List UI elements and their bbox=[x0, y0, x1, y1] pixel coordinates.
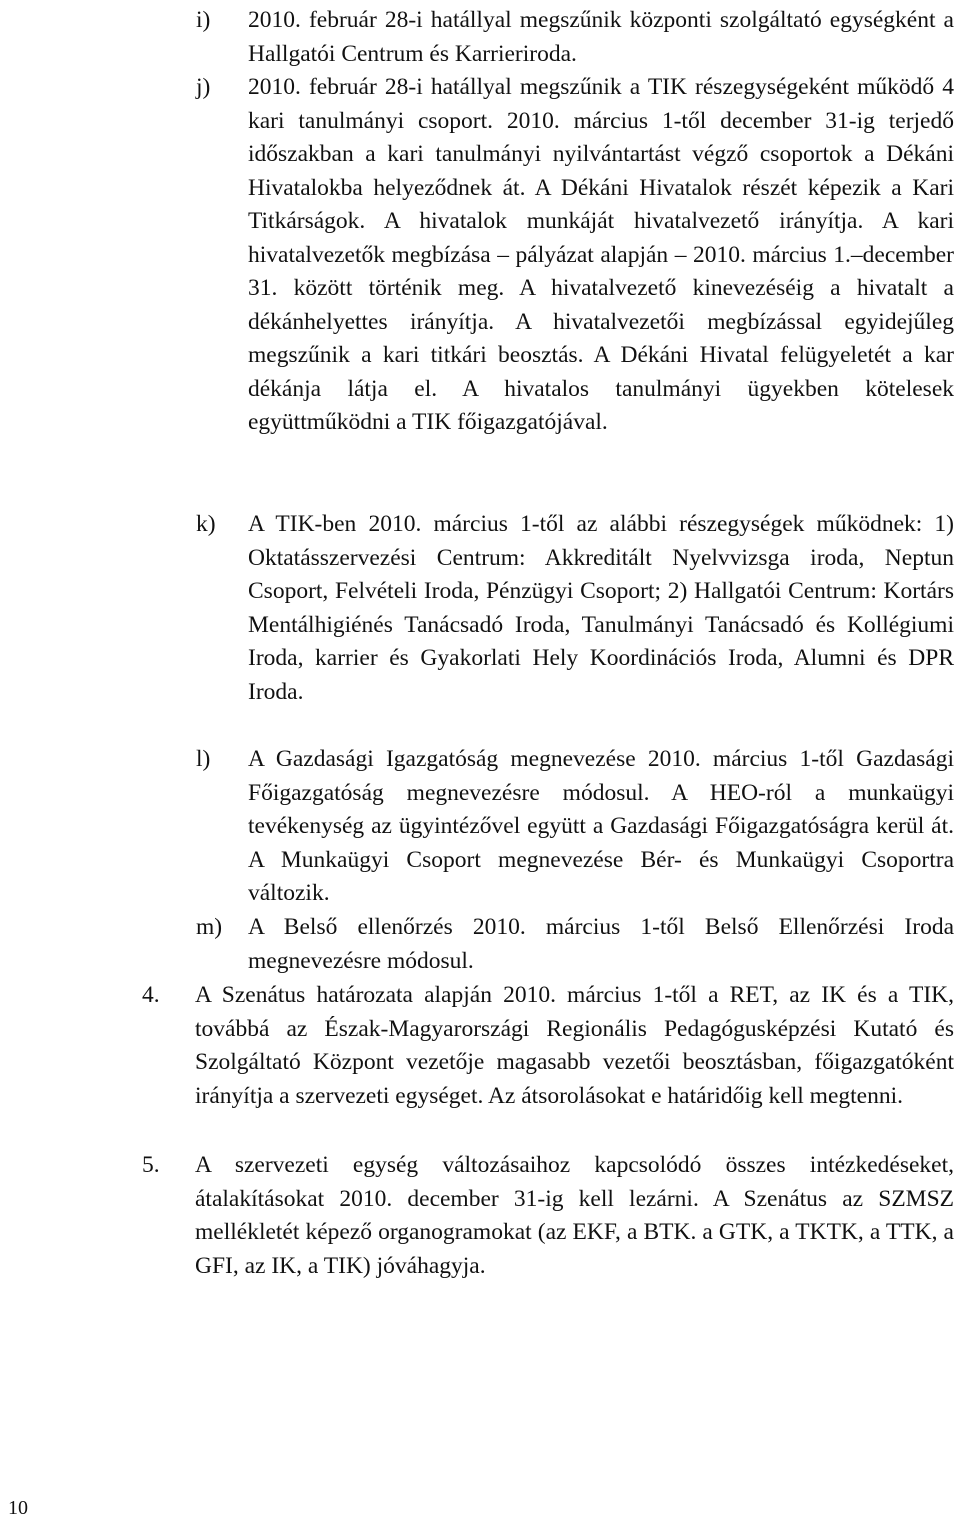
list-item-i bbox=[0, 4, 960, 71]
list-item-m bbox=[0, 911, 960, 978]
list-item-4 bbox=[0, 979, 960, 1113]
list-marker: l) bbox=[196, 746, 211, 772]
list-item-k bbox=[0, 508, 960, 709]
list-item-text: A Szenátus határozata alapján 2010. március 1-től a RET, az IK és a TIK, továbbá az Észak-Magyarországi Regionális Pedagógusképzési Kutató és Szolgáltató Központ vezetője magasabb vezetői beosztásban, főigazgatóként irányítja a szervezeti egységet. Az átsorolásokat e határidőig kell megtenni. bbox=[195, 982, 954, 1109]
list-marker: 5. bbox=[142, 1152, 160, 1178]
page-number: 10 bbox=[8, 1497, 28, 1519]
list-item-text: A TIK-ben 2010. március 1-től az alábbi részegységek működnek: 1) Oktatásszervezési Centrum: Akkreditált Nyelvvizsga iroda, Neptun Csoport, Felvételi Iroda, Pénzügyi Csoport; 2) Hallgatói Centrum: Kortárs Mentálhigiénés Tanácsadó Iroda, Tanulmányi Tanácsadó és Kollégiumi Iroda, karrier és Gyakorlati Hely Koordinációs Iroda, Alumni és DPR Iroda. bbox=[248, 511, 954, 705]
list-item-j bbox=[0, 71, 960, 440]
list-marker: i) bbox=[196, 7, 211, 33]
list-item-text: A Gazdasági Igazgatóság megnevezése 2010. március 1-től Gazdasági Főigazgatóság megnevezésre módosul. A HEO-ról a munkaügyi tevékenység az ügyintézővel együtt a Gazdasági Főigazgatóságra kerül át. A Munkaügyi Csoport megnevezése Bér- és Munkaügyi Csoportra változik. bbox=[248, 746, 954, 906]
list-item-text: A Belső ellenőrzés 2010. március 1-től Belső Ellenőrzési Iroda megnevezésre módosul. bbox=[248, 914, 954, 974]
list-item-text: A szervezeti egység változásaihoz kapcsolódó összes intézkedéseket, átalakításokat 2010. december 31-ig kell lezárni. A Szenátus az SZMSZ mellékletét képező organogramokat (az EKF, a BTK. a GTK, a TKTK, a TTK, a GFI, az IK, a TIK) jóváhagyja. bbox=[195, 1152, 954, 1279]
list-item-text: 2010. február 28-i hatállyal megszűnik központi szolgáltató egységként a Hallgatói Centrum és Karrieriroda. bbox=[248, 7, 954, 67]
list-marker: k) bbox=[196, 511, 216, 537]
list-item-text: 2010. február 28-i hatállyal megszűnik a TIK részegységeként működő 4 kari tanulmányi csoport. 2010. március 1-től december 31-ig terjedő időszakban a kari tanulmányi nyilvántartást végző csoportok a Dékáni Hivatalokba helyeződnek át. A Dékáni Hivatalok részét képezik a Kari Titkárságok. A hivatalok munkáját hivatalvezető irányítja. A kari hivatalvezetők megbízása – pályázat alapján – 2010. március 1.–december 31. között történik meg. A hivatalvezető kinevezéséig a hivatalt a dékánhelyettes irányítja. A hivatalvezetői megbízással egyidejűleg megszűnik a kari titkári beosztás. A Dékáni Hivatal felügyeletét a kar dékánja látja el. A hivatalos tanulmányi ügyekben kötelesek együttműködni a TIK főigazgatójával. bbox=[248, 74, 954, 435]
list-marker: j) bbox=[196, 74, 211, 100]
list-item-l bbox=[0, 743, 960, 911]
list-item-5 bbox=[0, 1149, 960, 1283]
list-marker: m) bbox=[196, 914, 223, 940]
list-marker: 4. bbox=[142, 982, 160, 1008]
